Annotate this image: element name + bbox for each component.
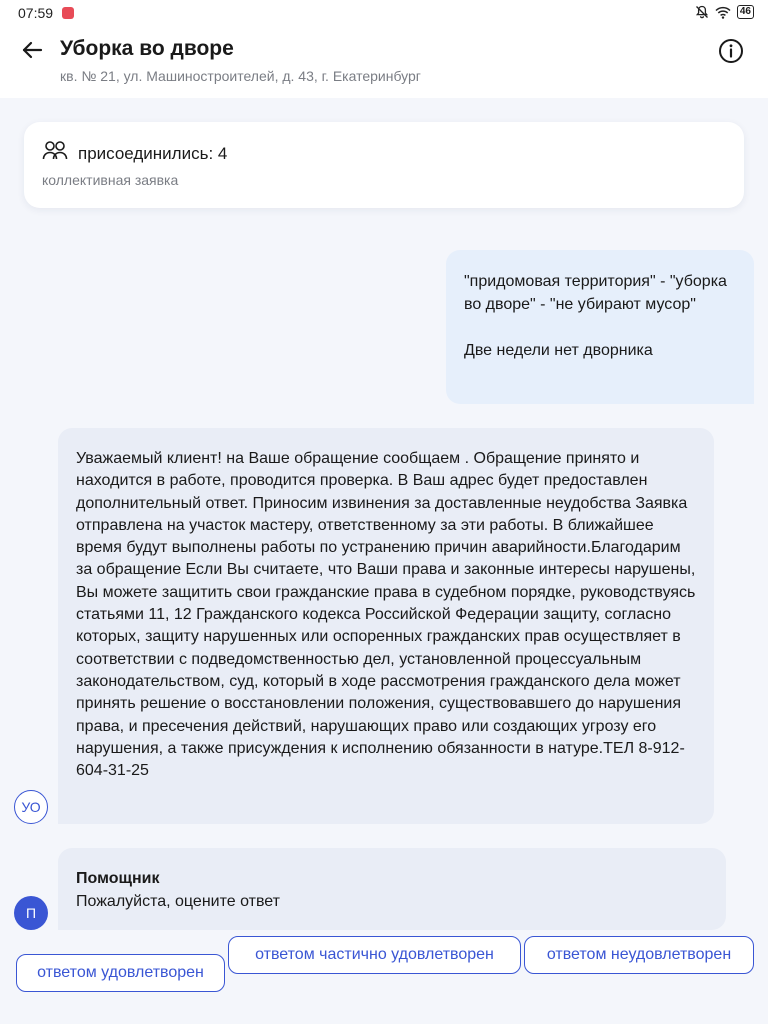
address-subtitle: кв. № 21, ул. Машиностроителей, д. 43, г. Екатеринбург <box>60 68 421 84</box>
page-title: Уборка во дворе <box>60 37 234 60</box>
assistant-avatar: П <box>14 896 48 930</box>
assistant-message-text: Пожалуйста, оцените ответ <box>76 893 280 910</box>
operator-avatar: УО <box>14 790 48 824</box>
rate-unsatisfied-button[interactable]: ответом неудовлетворен <box>524 936 754 974</box>
notification-app-icon <box>62 7 74 19</box>
people-icon <box>42 140 68 162</box>
user-message-text: Две недели нет дворника <box>464 342 653 359</box>
joined-count: присоединились: 4 <box>78 144 228 163</box>
rate-satisfied-button[interactable]: ответом удовлетворен <box>16 954 225 992</box>
info-circle-icon[interactable] <box>718 38 744 64</box>
operator-message-text: Уважаемый клиент! на Ваше обращение сообщаем . Обращение принято и находится в работе, проводится проверка. В Ваш адрес будет предоставлен дополнительный ответ. Приносим извинения за доставленные неудобства Заявка отправлена на участок мастеру, ответственному за эти работы. В ближайшее время будут выполнены работы по устранению причин аварийности.Благодарим за обращение Если Вы считаете, что Ваши права и законные интересы нарушены, Вы можете защитить свои гражданские права в судебном порядке, руководствуясь статьями 11, 12 Гражданского кодекса Российской Федерации защиту, согласно которых, защиту нарушенных или оспоренных гражданских прав осуществляет в соответствии с подведомственностью дел, установленной процессуальным законодательством, суд, который в ходе рассмотрения гражданского дела может принять решение о восстановлении положения, существовавшего до нарушения права, и пресечения действий, нарушающих право или создающих угрозу его нарушения, а также присуждения к исполнению обязанности в натуре.ТЕЛ 8-912-604-31-25 <box>76 450 696 780</box>
operator-message-bubble <box>58 428 714 824</box>
assistant-message-bubble <box>58 848 726 930</box>
muted-bell-icon <box>695 5 709 19</box>
rate-partially-satisfied-button[interactable]: ответом частично удовлетворен <box>228 936 521 974</box>
wifi-icon <box>715 6 731 19</box>
status-time: 07:59 <box>18 5 54 21</box>
header <box>0 26 768 98</box>
arrow-left-icon[interactable] <box>20 38 44 62</box>
battery-indicator: 46 <box>737 5 754 19</box>
user-message-bubble <box>446 250 754 404</box>
status-bar <box>0 0 768 26</box>
collective-request-card <box>24 122 744 208</box>
assistant-name: Помощник <box>76 870 160 887</box>
request-type-label: коллективная заявка <box>42 172 179 188</box>
user-message-category: "придомовая территория" - "уборка во дворе" - "не убирают мусор" <box>464 273 727 313</box>
status-indicators <box>695 5 754 19</box>
